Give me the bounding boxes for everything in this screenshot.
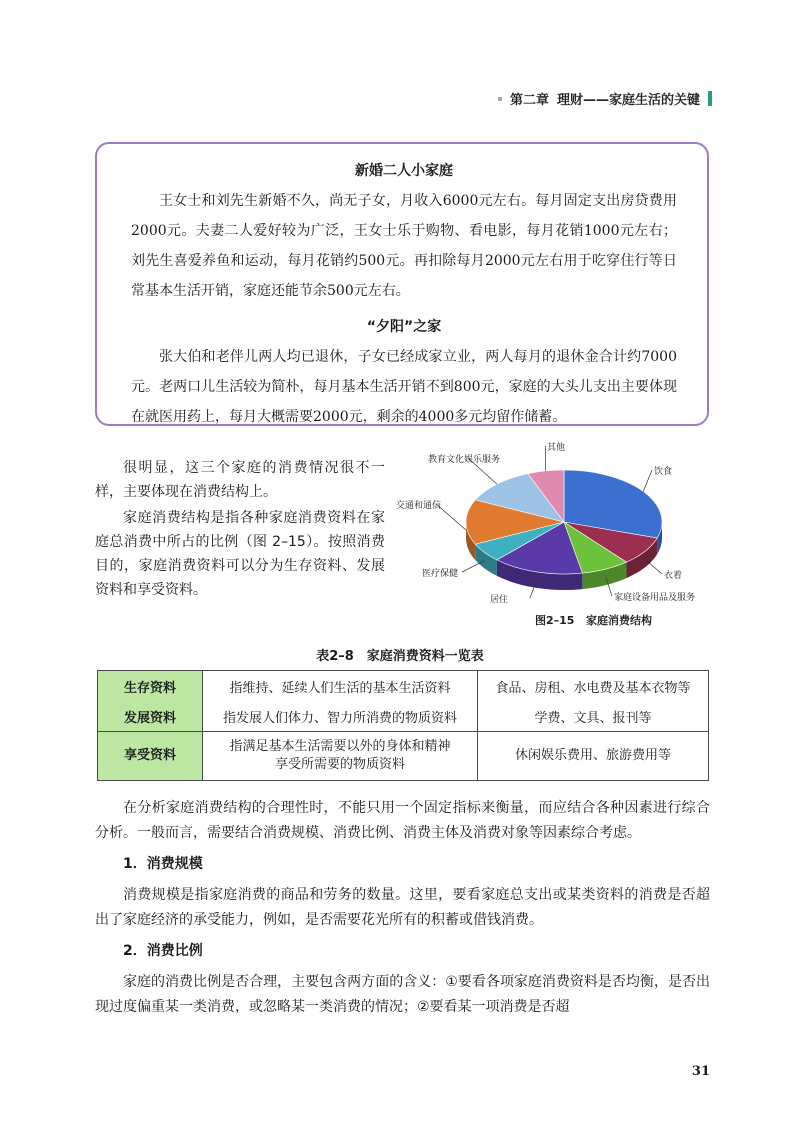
table-row: [98, 671, 709, 702]
body-text: [95, 796, 710, 1020]
consumption-table: [97, 670, 709, 781]
table-cell-category: 享受资料: [98, 732, 203, 781]
page-number: 31: [691, 1064, 710, 1079]
table-cell-description: 指发展人们体力、智力所消费的物质资料: [203, 701, 478, 732]
table-cell-examples: 学费、文具、报刊等: [478, 701, 709, 732]
pie-chart: [392, 440, 722, 630]
table-cell-description: 指维持、延续人们生活的基本生活资料: [203, 671, 478, 702]
figure-label: 图2–15: [535, 614, 575, 627]
pie-label-5: 交通和通信: [396, 501, 442, 511]
header-bar-icon: [708, 91, 712, 106]
pie-label-3: 居住: [490, 595, 509, 605]
figure-caption: [535, 612, 652, 628]
pie-label-1: 衣着: [664, 571, 683, 581]
table-row: [98, 732, 709, 781]
pie-label-7: 其他: [547, 443, 566, 453]
table-cell-category: 生存资料: [98, 671, 203, 702]
body-paragraph-2: 消费规模是指家庭消费的商品和劳务的数量。这里，要看家庭总支出或某类资料的消费是否超出了家庭经济的承受能力，例如，是否需要花光所有的积蓄或借钱消费。: [95, 887, 710, 928]
table-cell-examples: 休闲娱乐费用、旅游费用等: [478, 732, 709, 781]
table-title: 表2–8 家庭消费资料一览表: [316, 649, 484, 664]
chapter-title: 理财——家庭生活的关键: [556, 93, 700, 108]
pie-label-2: 家庭设备用品及服务: [614, 593, 696, 603]
pie-label-6: 教育文化娱乐服务: [428, 455, 501, 465]
table-cell-description: [203, 732, 478, 781]
description-line-1: 指满足基本生活需要以外的身体和精神: [229, 739, 451, 754]
pie-leader-line-1: [645, 559, 662, 574]
chapter-label: 第二章: [509, 93, 549, 108]
description-line-2: 享受所需要的物质资料: [274, 757, 405, 772]
case-text-newlywed: 王女士和刘先生新婚不久，尚无子女，月收入6000元左右。每月固定支出房贷费用2000元。夫妻二人爱好较为广泛，王女士乐于购物、看电影，每月花销1000元左右；刘先生喜爱养鱼和运动，每月花销约500元。再扣除每月2000元左右用于吃穿住行等日常基本生活开销，家庭还能节余500元左右。: [131, 193, 677, 299]
pie-label-0: 饮食: [654, 467, 673, 477]
body-paragraph-3: 家庭的消费比例是否合理，主要包含两方面的含义：①要看各项家庭消费资料是否均衡，是否出现过度偏重某一类消费，或忽略某一类消费的情况；②要看某一项消费是否超: [95, 974, 710, 1015]
body-paragraph-1: 在分析家庭消费结构的合理性时，不能只用一个固定指标来衡量，而应结合各种因素进行综合分析。一般而言，需要结合消费规模、消费比例、消费主体及消费对象等因素综合考虑。: [95, 800, 710, 841]
pie-leader-line-4: [462, 561, 485, 572]
table-cell-examples: 食品、房租、水电费及基本衣物等: [478, 671, 709, 702]
running-header: [498, 89, 712, 108]
pie-label-4: 医疗保健: [422, 569, 459, 579]
case-study-box: [95, 142, 709, 426]
intro-paragraph-2: 家庭消费结构是指各种家庭消费资料在家庭总消费中所占的比例（图 2–15）。按照消费目的，家庭消费资料可以分为生存资料、发展资料和享受资料。: [95, 510, 385, 598]
intro-text: [95, 456, 385, 604]
section-heading-ratio: 2．消费比例: [123, 943, 203, 959]
pie-chart-svg: [392, 440, 722, 630]
pie-leader-line-0: [643, 470, 652, 491]
section-heading-scale: 1．消费规模: [123, 856, 203, 872]
case-text-sunset: 张大伯和老伴儿两人均已退休，子女已经成家立业，两人每月的退休金合计约7000元。老两口儿生活较为简朴，每月基本生活开销不到800元，家庭的大头儿支出主要体现在就医用药上，每月大概需要2000元，剩余的4000多元均留作储蓄。: [131, 349, 677, 425]
header-dot-icon: [498, 97, 502, 101]
table-cell-category: 发展资料: [98, 701, 203, 732]
figure-title: 家庭消费结构: [585, 614, 652, 627]
case-title-newlywed: 新婚二人小家庭: [355, 163, 453, 179]
intro-paragraph-1: 很明显，这三个家庭的消费情况很不一样，主要体现在消费结构上。: [95, 460, 385, 500]
table-row: [98, 701, 709, 732]
case-title-sunset: “夕阳”之家: [366, 319, 442, 335]
